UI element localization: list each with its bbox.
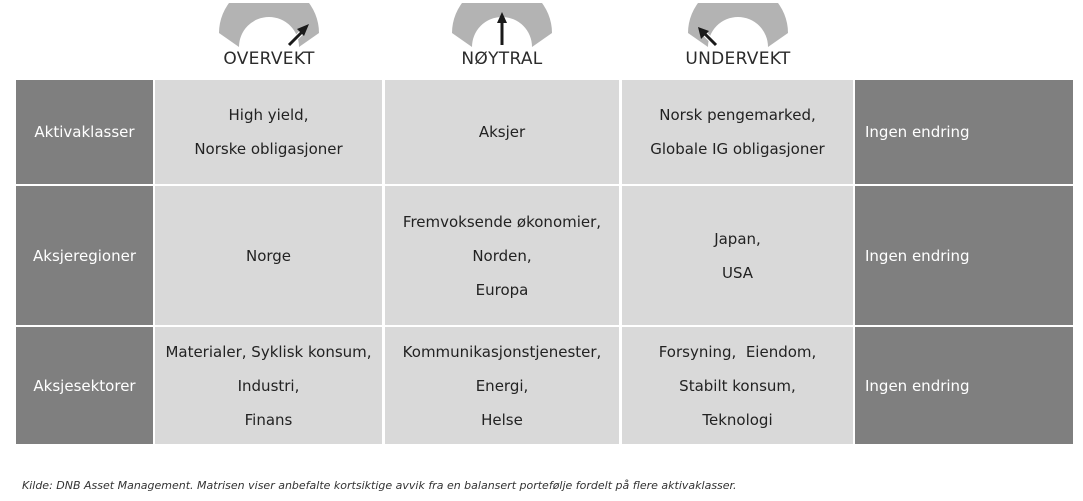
header-noytral — [382, 0, 622, 80]
cell-line: Stabilt konsum, — [679, 376, 796, 395]
cell-line: High yield, — [228, 106, 309, 124]
header-undervekt — [618, 0, 858, 80]
status-cell: Ingen endring — [855, 186, 1073, 325]
cell-line: Aksjer — [478, 123, 526, 141]
source-footnote: Kilde: DNB Asset Management. Matrisen viser anbefalte kortsiktige avvik fra en balansert portefølje fordelt på flere aktivaklasser. — [22, 479, 737, 492]
cell-undervekt — [622, 80, 853, 184]
gauge-undervekt-icon — [686, 3, 790, 47]
cell-line: Japan, — [714, 229, 761, 248]
cell-overvekt — [155, 186, 382, 325]
status-cell: Ingen endring — [855, 327, 1073, 444]
cell-line: Globale IG obligasjoner — [650, 140, 825, 158]
cell-undervekt — [622, 186, 853, 325]
header-label-overvekt: OVERVEKT — [223, 49, 315, 69]
cell-line: Energi, — [475, 376, 529, 395]
row-label-aksjeregioner: Aksjeregioner — [16, 186, 153, 325]
cell-line: Materialer, Syklisk konsum, — [165, 342, 372, 361]
row-label-aksjesektorer: Aksjesektorer — [16, 327, 153, 444]
cell-line: Europa — [475, 280, 529, 299]
cell-undervekt — [622, 327, 853, 444]
gauge-overvekt-icon — [217, 3, 321, 47]
row-label-aktivaklasser: Aktivaklasser — [16, 80, 153, 184]
status-cell: Ingen endring — [855, 80, 1073, 184]
cell-line: Teknologi — [702, 410, 773, 429]
cell-line: USA — [721, 263, 754, 282]
header-label-undervekt: UNDERVEKT — [685, 49, 791, 69]
cell-noytral — [385, 80, 619, 184]
cell-line: Norden, — [472, 246, 532, 265]
cell-overvekt — [155, 327, 382, 444]
header-overvekt — [149, 0, 389, 80]
cell-noytral — [385, 186, 619, 325]
cell-line: Forsyning, Eiendom, — [658, 342, 817, 361]
cell-line: Fremvoksende økonomier, — [402, 212, 602, 231]
header-label-noytral: NØYTRAL — [461, 49, 543, 69]
cell-noytral — [385, 327, 619, 444]
cell-line: Helse — [481, 410, 523, 429]
cell-line: Norge — [245, 246, 292, 265]
cell-overvekt — [155, 80, 382, 184]
cell-line: Norske obligasjoner — [194, 140, 343, 158]
cell-line: Norsk pengemarked, — [659, 106, 816, 124]
gauge-noytral-icon — [450, 3, 554, 47]
cell-line: Kommunikasjonstjenester, — [402, 342, 602, 361]
cell-line: Industri, — [237, 376, 300, 395]
cell-line: Finans — [244, 410, 293, 429]
